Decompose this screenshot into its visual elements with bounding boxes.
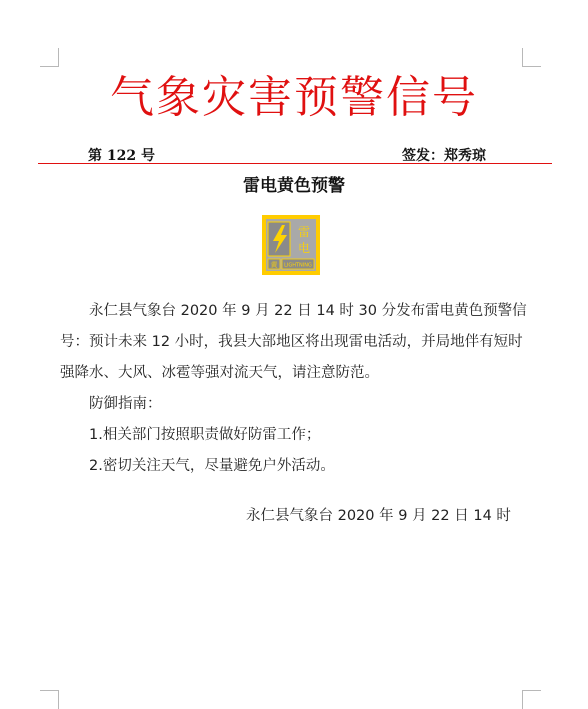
warning-title: 雷电黄色预警: [243, 176, 345, 196]
margin-corner-mark: [522, 48, 541, 67]
icon-label-en: LIGHTNING: [284, 262, 312, 269]
margin-corner-mark: [522, 690, 541, 709]
document-main-title: 气象灾害预警信号: [110, 72, 478, 123]
icon-badge: 黄: [270, 261, 278, 269]
margin-corner-mark: [40, 48, 59, 67]
document-signer: 签发：郑秀琼: [402, 148, 486, 164]
footer-signature: 永仁县气象台 2020 年 9 月 22 日 14 时: [246, 508, 511, 524]
guide-item: 1.相关部门按照职责做好防雷工作；: [89, 427, 321, 443]
icon-char-bottom: 电: [297, 241, 311, 255]
thunder-yellow-warning-icon: [262, 215, 320, 275]
margin-corner-mark: [40, 690, 59, 709]
guide-item: 2.密切关注天气，尽量避免户外活动。: [89, 458, 335, 474]
warning-body: [60, 296, 530, 482]
icon-char-top: 雷: [297, 225, 311, 239]
warning-paragraph: 永仁县气象台 2020 年 9 月 22 日 14 时 30 分发布雷电黄色预警信号：预计未来 12 小时，我县大部地区将出现雷电活动，并局地伴有短时强降水、大风、冰雹等强对流天气，请注意防范。: [60, 303, 527, 381]
header-divider: [38, 163, 552, 164]
document-number: 第 122 号: [88, 148, 155, 164]
guide-heading: 防御指南：: [89, 396, 162, 412]
